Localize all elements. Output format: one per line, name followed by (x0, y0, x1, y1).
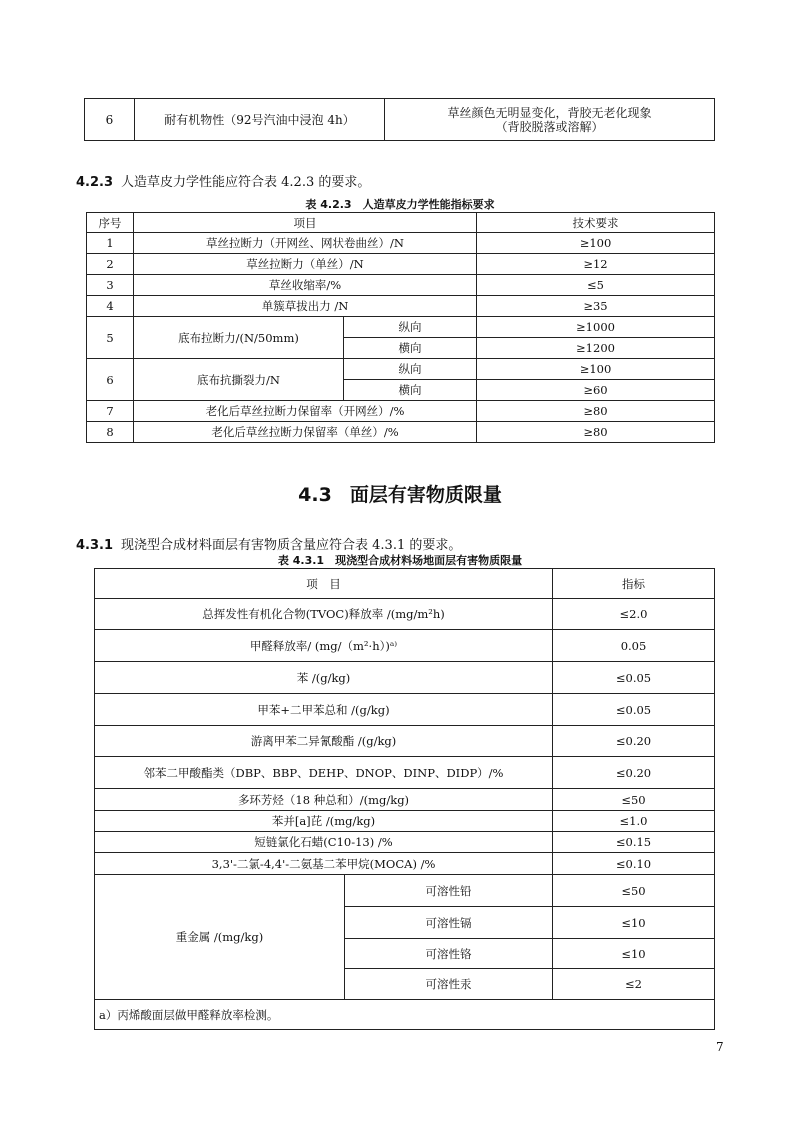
clause-text: 人造草皮力学性能应符合表 4.2.3 的要求。 (121, 175, 371, 190)
row-item: 重金属 /(mg/kg) (95, 875, 345, 1000)
row-value: ≤50 (553, 789, 715, 811)
row-item: 老化后草丝拉断力保留率（开网丝）/% (134, 401, 477, 422)
row-value: ≤0.15 (553, 832, 715, 853)
row-subitem: 可溶性铅 (345, 875, 553, 907)
row-value: ≤1.0 (553, 811, 715, 832)
table-row (87, 254, 715, 275)
row-item: 老化后草丝拉断力保留率（单丝）/% (134, 422, 477, 443)
row-value: ≤2 (553, 969, 715, 1000)
table-row (87, 275, 715, 296)
row-item: 草丝收缩率/% (134, 275, 477, 296)
row-item: 甲醛释放率/ (mg/（m²·h）)ᵃ⁾ (95, 630, 553, 662)
row-requirement: ≥12 (477, 254, 715, 275)
row-subitem: 纵向 (344, 359, 477, 380)
row-value: ≤50 (553, 875, 715, 907)
table-row (87, 401, 715, 422)
table-row (95, 757, 715, 789)
row-requirement: ≥80 (477, 422, 715, 443)
table-4-2-3 (86, 212, 715, 443)
top-table (84, 98, 715, 141)
table-row (87, 233, 715, 254)
table-row (95, 630, 715, 662)
row-subitem: 横向 (344, 338, 477, 359)
table-row (87, 422, 715, 443)
row-number: 5 (87, 317, 134, 359)
row-requirement: ≥60 (477, 380, 715, 401)
row-item: 多环芳烃（18 种总和）/(mg/kg) (95, 789, 553, 811)
row-value: ≤10 (553, 907, 715, 939)
row-value: ≤0.05 (553, 694, 715, 726)
table-row (87, 359, 715, 380)
table-row (95, 726, 715, 757)
row-requirement: ≥35 (477, 296, 715, 317)
row-requirement: ≥1200 (477, 338, 715, 359)
row-item: 苯 /(g/kg) (95, 662, 553, 694)
row-item: 耐有机物性（92号汽油中浸泡 4h） (135, 99, 385, 141)
row-value: ≤0.10 (553, 853, 715, 875)
table-header-row (87, 213, 715, 233)
table-header-row (95, 569, 715, 599)
column-header: 技术要求 (477, 213, 715, 233)
column-header: 项目 (134, 213, 477, 233)
table-caption: 表 4.3.1 现浇型合成材料场地面层有害物质限量 (277, 554, 523, 567)
row-requirement: ≥80 (477, 401, 715, 422)
row-value: ≤0.05 (553, 662, 715, 694)
row-subitem: 可溶性铬 (345, 939, 553, 969)
row-item: 苯并[a]芘 /(mg/kg) (95, 811, 553, 832)
table-row (87, 296, 715, 317)
column-header: 项 目 (95, 569, 553, 599)
row-requirement: ≤5 (477, 275, 715, 296)
row-number: 3 (87, 275, 134, 296)
row-item: 草丝拉断力（单丝）/N (134, 254, 477, 275)
column-header: 序号 (87, 213, 134, 233)
row-number: 6 (87, 359, 134, 401)
table-row (87, 317, 715, 338)
page-number: 7 (716, 1040, 724, 1054)
row-number: 2 (87, 254, 134, 275)
table-row (95, 789, 715, 811)
table-row (95, 694, 715, 726)
row-number: 8 (87, 422, 134, 443)
row-subitem: 横向 (344, 380, 477, 401)
row-value: ≤0.20 (553, 726, 715, 757)
section-title: 面层有害物质限量 (349, 484, 502, 506)
section-heading (0, 480, 800, 507)
row-item: 底布拉断力/(N/50mm) (134, 317, 344, 359)
table-note: a）丙烯酸面层做甲醛释放率检测。 (95, 1000, 715, 1030)
row-subitem: 可溶性镉 (345, 907, 553, 939)
row-subitem: 可溶性汞 (345, 969, 553, 1000)
row-number: 1 (87, 233, 134, 254)
table-row (95, 599, 715, 630)
row-value: ≤10 (553, 939, 715, 969)
row-requirement: ≥100 (477, 359, 715, 380)
row-requirement: ≥100 (477, 233, 715, 254)
clause-number: 4.3.1 (76, 538, 114, 553)
table-4-3-1 (94, 568, 715, 1030)
row-number: 6 (85, 99, 135, 141)
row-number: 7 (87, 401, 134, 422)
table-row (95, 853, 715, 875)
requirement-line: 草丝颜色无明显变化，背胶无老化现象 (447, 105, 652, 120)
requirement-line: （背胶脱落或溶解） (495, 119, 604, 134)
row-number: 4 (87, 296, 134, 317)
row-value: ≤2.0 (553, 599, 715, 630)
row-value: 0.05 (553, 630, 715, 662)
clause-4-2-3 (76, 171, 736, 190)
row-item: 单簇草拔出力 /N (134, 296, 477, 317)
table-note-row (95, 1000, 715, 1030)
row-item: 邻苯二甲酸酯类（DBP、BBP、DEHP、DNOP、DINP、DIDP）/% (95, 757, 553, 789)
row-subitem: 纵向 (344, 317, 477, 338)
row-requirement: ≥1000 (477, 317, 715, 338)
clause-4-3-1 (76, 534, 736, 553)
table-row (95, 662, 715, 694)
row-item: 草丝拉断力（开网丝、网状卷曲丝）/N (134, 233, 477, 254)
row-item: 3,3'-二氯-4,4'-二氨基二苯甲烷(MOCA) /% (95, 853, 553, 875)
table-row (95, 875, 715, 907)
clause-text: 现浇型合成材料面层有害物质含量应符合表 4.3.1 的要求。 (121, 538, 462, 553)
table-row (85, 99, 715, 141)
table-caption: 表 4.2.3 人造草皮力学性能指标要求 (305, 198, 495, 211)
row-value: ≤0.20 (553, 757, 715, 789)
clause-number: 4.2.3 (76, 175, 114, 190)
row-item: 游离甲苯二异氰酸酯 /(g/kg) (95, 726, 553, 757)
section-number: 4.3 (298, 484, 332, 506)
table-row (95, 832, 715, 853)
row-item: 甲苯+二甲苯总和 /(g/kg) (95, 694, 553, 726)
column-header: 指标 (553, 569, 715, 599)
row-item: 总挥发性有机化合物(TVOC)释放率 /(mg/m²h) (95, 599, 553, 630)
row-requirement (385, 99, 715, 141)
row-item: 短链氯化石蜡(C10-13) /% (95, 832, 553, 853)
table-row (95, 811, 715, 832)
row-item: 底布抗撕裂力/N (134, 359, 344, 401)
